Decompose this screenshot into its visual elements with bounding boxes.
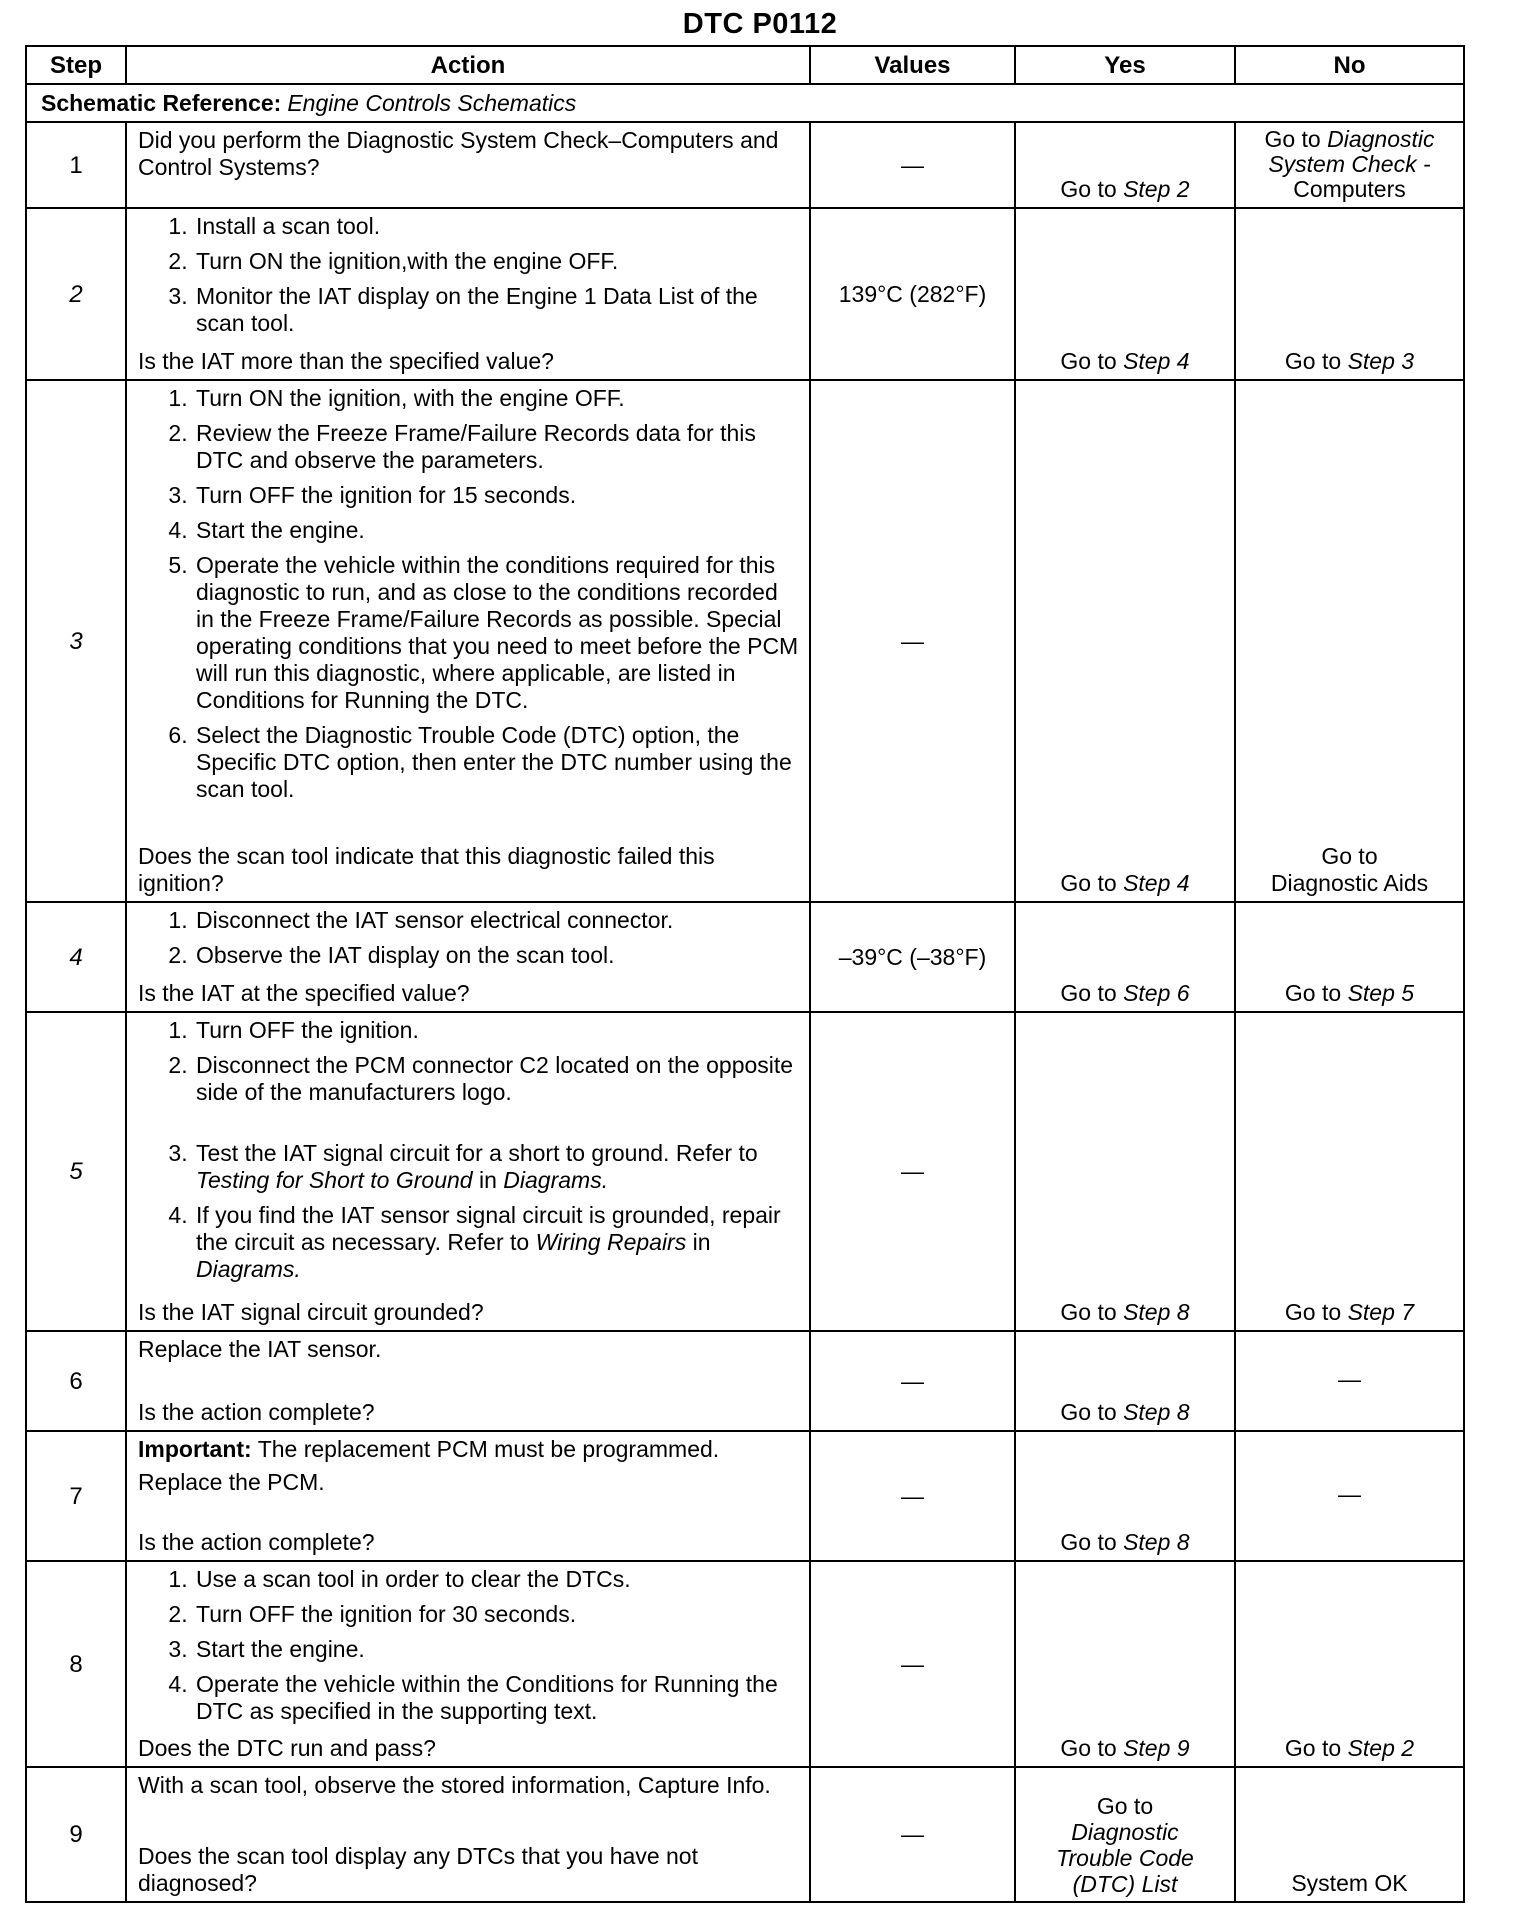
yes-prefix: Go to [1060, 980, 1117, 1006]
action-steps [138, 1566, 799, 1731]
header-step: Step [27, 47, 127, 85]
no-link[interactable]: Step 3 [1347, 348, 1415, 374]
action-cell [127, 1332, 811, 1432]
action-steps [138, 213, 799, 343]
yes-prefix: Go to [1060, 1299, 1117, 1325]
yes-link[interactable]: Step 9 [1123, 1735, 1190, 1761]
action-steps [138, 907, 799, 975]
action-steps [138, 1017, 799, 1289]
action-step: 3. Turn OFF the ignition for 15 seconds. [194, 482, 799, 509]
yes-cell [1016, 123, 1236, 209]
action-step [194, 1140, 799, 1194]
header-values: Values [811, 47, 1016, 85]
header-action: Action [127, 47, 811, 85]
no-prefix: Go to [1284, 1735, 1342, 1761]
action-step-text: in [692, 1229, 711, 1255]
reference-link[interactable]: Wiring Repairs [535, 1229, 687, 1255]
step-number: 2 [27, 209, 127, 381]
schematic-reference [27, 85, 1463, 123]
value-cell: — [811, 1562, 1016, 1768]
yes-prefix: Go to [1096, 1793, 1154, 1819]
action-cell [127, 123, 811, 209]
value-cell: — [811, 1768, 1016, 1901]
action-text: Replace the PCM. [138, 1469, 325, 1495]
step-number: 6 [27, 1332, 127, 1432]
important-note [138, 1436, 799, 1463]
yes-link[interactable]: Diagnostic Trouble Code (DTC) List [1056, 1819, 1194, 1897]
no-cell [1236, 1562, 1463, 1768]
header-yes: Yes [1016, 47, 1236, 85]
value-cell: — [811, 1332, 1016, 1432]
action-step: 2. Disconnect the PCM connector C2 located on the opposite side of the manufacturers logo. [194, 1052, 799, 1106]
action-question: Does the scan tool display any DTCs that you have not diagnosed? [138, 1843, 698, 1896]
no-cell: — [1236, 1432, 1463, 1562]
action-question: Is the IAT signal circuit grounded? [138, 1299, 484, 1325]
yes-prefix: Go to [1060, 1399, 1117, 1425]
no-link[interactable]: Diagnostic System Check - [1268, 126, 1435, 177]
action-question: Does the scan tool indicate that this diagnostic failed this ignition? [138, 843, 715, 896]
action-step-text: in [478, 1167, 497, 1193]
value-cell: — [811, 381, 1016, 903]
action-step: 5. Operate the vehicle within the conditions required for this diagnostic to run, and as close to the conditions recorded in the Freeze Frame/Failure Records as possible. Special operating conditions that you need to meet before the PCM will run this diagnostic, where applicable, are listed in Conditions for Running the DTC. [194, 552, 799, 714]
schematic-label: Schematic Reference: [41, 89, 282, 116]
yes-cell [1016, 903, 1236, 1013]
yes-cell [1016, 1562, 1236, 1768]
yes-cell [1016, 1768, 1236, 1901]
value-cell: — [811, 1013, 1016, 1332]
no-prefix: Go to [1321, 843, 1378, 869]
action-step: 1. Turn ON the ignition, with the engine OFF. [194, 385, 799, 412]
reference-link[interactable]: Diagrams. [196, 1256, 301, 1282]
action-step: 4. Start the engine. [194, 517, 799, 544]
action-step: 1. Use a scan tool in order to clear the DTCs. [194, 1566, 799, 1593]
value-cell: –39°C (–38°F) [811, 903, 1016, 1013]
action-step: 2. Review the Freeze Frame/Failure Records data for this DTC and observe the parameters. [194, 420, 799, 474]
action-text: Replace the IAT sensor. [138, 1336, 382, 1362]
reference-link[interactable]: Testing for Short to Ground [196, 1167, 473, 1193]
yes-link[interactable]: Step 2 [1123, 176, 1190, 202]
action-step: 3. Monitor the IAT display on the Engine 1 Data List of the scan tool. [194, 283, 799, 337]
important-text: The replacement PCM must be programmed. [257, 1436, 720, 1462]
schematic-link[interactable]: Engine Controls Schematics [287, 89, 577, 116]
action-question: Is the action complete? [138, 1529, 375, 1555]
no-prefix: Go to [1284, 348, 1342, 374]
important-label: Important: [138, 1436, 252, 1462]
no-prefix: Go to [1284, 980, 1342, 1006]
yes-cell [1016, 1013, 1236, 1332]
action-step: 1. Disconnect the IAT sensor electrical connector. [194, 907, 799, 934]
action-cell [127, 1432, 811, 1562]
no-link[interactable]: Step 5 [1347, 980, 1415, 1006]
step-number: 8 [27, 1562, 127, 1768]
step-number: 3 [27, 381, 127, 903]
no-cell [1236, 381, 1463, 903]
no-cell [1236, 123, 1463, 209]
step-number: 5 [27, 1013, 127, 1332]
action-step: 1. Install a scan tool. [194, 213, 799, 240]
no-cell [1236, 1013, 1463, 1332]
yes-cell [1016, 1332, 1236, 1432]
action-step: 2. Turn ON the ignition,with the engine OFF. [194, 248, 799, 275]
action-text: Did you perform the Diagnostic System Check–Computers and Control Systems? [138, 127, 779, 180]
reference-link[interactable]: Diagrams. [503, 1167, 609, 1193]
action-step: 6. Select the Diagnostic Trouble Code (DTC) option, the Specific DTC option, then enter the DTC number using the scan tool. [194, 722, 799, 803]
value-cell: — [811, 1432, 1016, 1562]
yes-cell [1016, 381, 1236, 903]
page-title: DTC P0112 [682, 8, 838, 40]
value-cell: — [811, 123, 1016, 209]
no-link[interactable]: Step 2 [1347, 1735, 1415, 1761]
yes-prefix: Go to [1060, 870, 1117, 896]
step-number: 4 [27, 903, 127, 1013]
action-step: 2. Turn OFF the ignition for 30 seconds. [194, 1601, 799, 1628]
yes-link[interactable]: Step 6 [1123, 980, 1190, 1006]
step-number: 1 [27, 123, 127, 209]
yes-link[interactable]: Step 8 [1123, 1299, 1190, 1325]
action-cell [127, 381, 811, 903]
action-step: 4. Operate the vehicle within the Conditions for Running the DTC as specified in the supporting text. [194, 1671, 799, 1725]
action-step [194, 1202, 799, 1283]
action-text: With a scan tool, observe the stored information, Capture Info. [138, 1772, 771, 1798]
no-suffix: Computers [1293, 176, 1406, 202]
header-no: No [1236, 47, 1463, 85]
no-link[interactable]: Diagnostic Aids [1270, 870, 1429, 896]
no-link[interactable]: Step 7 [1347, 1299, 1415, 1325]
yes-prefix: Go to [1060, 176, 1117, 202]
action-cell [127, 209, 811, 381]
action-question: Does the DTC run and pass? [138, 1735, 436, 1761]
value-cell: 139°C (282°F) [811, 209, 1016, 381]
yes-link[interactable]: Step 8 [1123, 1399, 1190, 1425]
no-cell [1236, 903, 1463, 1013]
no-cell: System OK [1291, 1870, 1408, 1896]
action-step: 2. Observe the IAT display on the scan tool. [194, 942, 799, 969]
no-prefix: Go to [1264, 126, 1321, 152]
yes-cell [1016, 1432, 1236, 1562]
action-steps [138, 385, 799, 809]
action-step-text: If you find the IAT sensor signal circuit is grounded, repair the circuit as necessary. Refer to [196, 1202, 781, 1255]
action-step: 3. Start the engine. [194, 1636, 799, 1663]
yes-link[interactable]: Step 4 [1123, 348, 1190, 374]
no-prefix: Go to [1284, 1299, 1342, 1325]
yes-prefix: Go to [1060, 1529, 1117, 1555]
no-cell [1236, 209, 1463, 381]
action-question: Is the IAT more than the specified value? [138, 348, 554, 374]
action-cell [127, 1013, 811, 1332]
action-cell [127, 903, 811, 1013]
action-question: Is the action complete? [138, 1399, 375, 1425]
yes-cell [1016, 209, 1236, 381]
yes-link[interactable]: Step 4 [1123, 870, 1190, 896]
yes-prefix: Go to [1060, 1735, 1117, 1761]
action-step-text: Test the IAT signal circuit for a short to ground. Refer to [196, 1140, 758, 1166]
action-cell [127, 1562, 811, 1768]
action-step: 1. Turn OFF the ignition. [194, 1017, 799, 1044]
step-number: 7 [27, 1432, 127, 1562]
no-cell: — [1236, 1332, 1463, 1432]
step-number: 9 [27, 1768, 127, 1901]
yes-prefix: Go to [1060, 348, 1117, 374]
action-cell [127, 1768, 811, 1901]
yes-link[interactable]: Step 8 [1123, 1529, 1190, 1555]
diagnostic-table [25, 45, 1465, 1903]
action-question: Is the IAT at the specified value? [138, 980, 470, 1006]
